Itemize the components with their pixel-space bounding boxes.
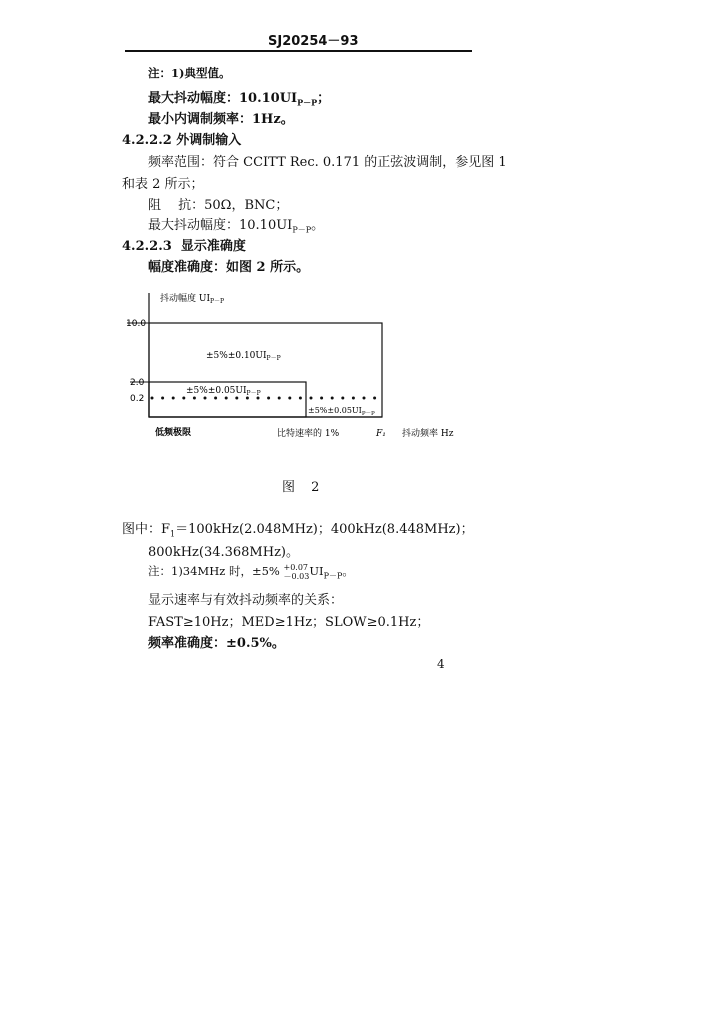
baseline-dot	[299, 397, 302, 400]
baseline-dot	[363, 397, 366, 400]
max-amp-tail-2: 。	[311, 218, 325, 233]
note-34mhz-sup: +0.07	[283, 563, 309, 572]
section-4223-number: 4.2.2.3	[122, 239, 172, 254]
max-amp-label-2: 最大抖动幅度：10.10UI	[148, 218, 293, 233]
baseline-dot	[161, 397, 164, 400]
header-rule	[125, 50, 472, 52]
section-4223-title: 显示准确度	[180, 239, 246, 254]
max-jitter-amplitude-2	[148, 214, 324, 236]
section-4222-number: 4.2.2.2	[122, 133, 172, 148]
region-label-outer: $\pm 5\%\pm 0.10UI_{P-P}$	[206, 351, 281, 362]
note-34mhz	[148, 563, 354, 581]
baseline-dot	[373, 397, 376, 400]
note-34mhz-pre: 注：1)34MHz 时，±5%	[148, 564, 280, 578]
max-amp-subscript: P－P	[297, 97, 318, 108]
y-axis-label: 抖动幅度 $UI_{P-P}$	[160, 294, 225, 305]
f1-definition-line1	[122, 518, 474, 539]
section-4222-heading	[122, 129, 241, 148]
baseline-dot	[182, 397, 185, 400]
baseline-dot	[172, 397, 175, 400]
min-internal-mod-freq: 最小内调制频率：1Hz。	[148, 112, 294, 127]
baseline-dot	[204, 397, 207, 400]
x-axis-label: 抖动频率 Hz	[402, 429, 454, 439]
region-label-low: $\pm 5\%\pm 0.05UI_{P-P}$	[308, 406, 375, 417]
f1-post: ＝100kHz(2.048MHz)；400kHz(8.448MHz)；	[175, 522, 474, 537]
max-amp-tail: ；	[317, 91, 331, 106]
x-label-bitrate: 比特速率的 1%	[277, 429, 340, 439]
x-label-f1: F₁	[376, 429, 386, 439]
section-4223-heading	[122, 235, 246, 254]
frequency-accuracy-line: 频率准确度：±0.5%。	[148, 636, 285, 651]
figure-caption: 图 2	[282, 480, 326, 495]
max-jitter-amplitude-1	[148, 87, 330, 109]
page-number: 4	[437, 657, 445, 671]
max-amp-subscript-2: P－P	[292, 225, 312, 235]
baseline-dot	[235, 397, 238, 400]
document-code: SJ20254－93	[268, 34, 359, 49]
freq-range-line2: 和表 2 所示；	[122, 177, 204, 192]
display-rate-values: FAST≥10Hz；MED≥1Hz；SLOW≥0.1Hz；	[148, 615, 430, 630]
baseline-dot	[225, 397, 228, 400]
accuracy-region-chart	[110, 285, 480, 445]
baseline-dot	[214, 397, 217, 400]
amplitude-accuracy-line: 幅度准确度：如图 2 所示。	[148, 260, 310, 275]
note-34mhz-end: 。	[342, 564, 354, 578]
baseline-dot	[151, 397, 154, 400]
note-34mhz-ui: UI	[309, 564, 324, 578]
f1-pre: 图中：F	[122, 522, 171, 537]
baseline-dots	[151, 397, 377, 400]
max-amp-label: 最大抖动幅度：10.10UI	[148, 91, 298, 106]
f1-definition-line2: 800kHz(34.368MHz)。	[148, 545, 300, 560]
region-label-inner: $\pm 5\%\pm 0.05UI_{P-P}$	[186, 386, 261, 397]
section-4222-title: 外调制输入	[176, 133, 242, 148]
impedance-line: 阻 抗：50Ω，BNC；	[148, 198, 289, 213]
baseline-dot	[331, 397, 334, 400]
y-tick-0-2: 0.2	[130, 394, 145, 404]
f1-sub: 1	[170, 529, 176, 539]
baseline-dot	[278, 397, 281, 400]
baseline-dot	[341, 397, 344, 400]
freq-range-line1: 频率范围：符合 CCITT Rec. 0.171 的正弦波调制，参见图 1	[148, 155, 507, 170]
display-rate-relation: 显示速率与有效抖动频率的关系：	[148, 593, 344, 608]
x-label-low-limit: 低频极限	[155, 428, 192, 438]
y-tick-2: 2.0	[130, 378, 145, 388]
baseline-dot	[320, 397, 323, 400]
note-typical-value: 注：1)典型值。	[148, 66, 231, 80]
baseline-dot	[288, 397, 291, 400]
note-34mhz-pp: P－P	[323, 571, 343, 581]
baseline-dot	[352, 397, 355, 400]
baseline-dot	[193, 397, 196, 400]
baseline-dot	[267, 397, 270, 400]
note-34mhz-sub: －0.03	[283, 572, 310, 581]
y-tick-10: 10.0	[126, 319, 147, 329]
region-outer	[149, 323, 382, 417]
baseline-dot	[310, 397, 313, 400]
